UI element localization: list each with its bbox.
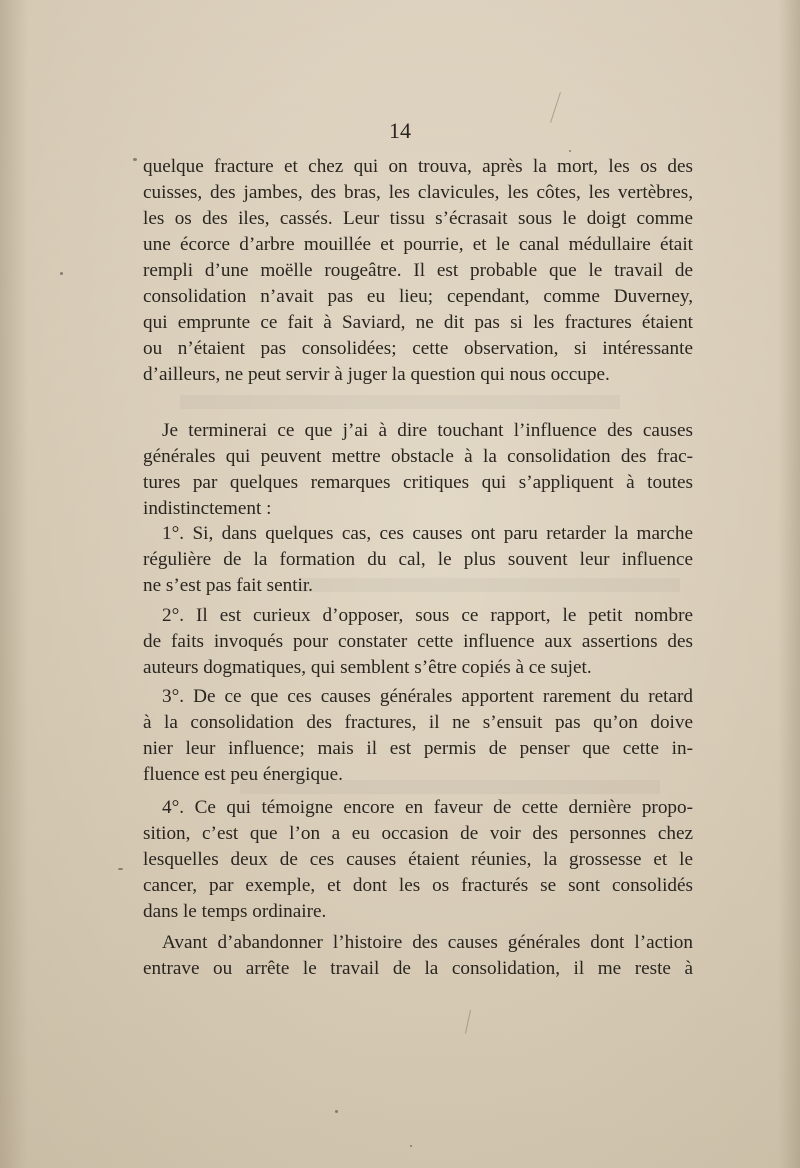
paragraph-6 <box>143 795 693 925</box>
paper-speck <box>335 1110 338 1113</box>
text-line: rempli d’une moëlle rougeâtre. Il est probable que le travail de <box>143 260 693 281</box>
paragraph-4 <box>143 603 693 681</box>
text-line: les os des iles, cassés. Leur tissu s’écrasait sous le doigt comme <box>143 208 693 229</box>
text-line: lesquelles deux de ces causes étaient réunies, la grossesse et le <box>143 849 693 870</box>
paper-speck <box>569 150 571 152</box>
text-line: quelque fracture et chez qui on trouva, après la mort, les os des <box>143 156 693 177</box>
paragraph-3 <box>143 521 693 599</box>
text-line: d’ailleurs, ne peut servir à juger la question qui nous occupe. <box>143 364 610 385</box>
page-left-shadow <box>0 0 28 1168</box>
text-line: 1°. Si, dans quelques cas, ces causes ont paru retarder la marche <box>162 523 693 544</box>
paragraph-7 <box>143 930 693 982</box>
text-line: une écorce d’arbre mouillée et pourrie, et le canal médullaire était <box>143 234 693 255</box>
text-line: cancer, par exemple, et dont les os fracturés se sont consolidés <box>143 875 693 896</box>
page-right-shadow <box>778 0 800 1168</box>
text-line: régulière de la formation du cal, le plus souvent leur influence <box>143 549 693 570</box>
page-number: 14 <box>389 118 411 143</box>
text-line: ne s’est pas fait sentir. <box>143 575 313 596</box>
bleed-through-mark <box>180 395 620 409</box>
text-line: entrave ou arrête le travail de la consolidation, il me reste à <box>143 958 693 979</box>
paper-speck <box>60 272 63 275</box>
paper-scratch <box>465 1010 471 1034</box>
text-line: auteurs dogmatiques, qui semblent s’être copiés à ce sujet. <box>143 657 592 678</box>
text-line: de faits invoqués pour constater cette influence aux assertions des <box>143 631 693 652</box>
paper-speck <box>410 1145 412 1147</box>
text-line: qui emprunte ce fait à Saviard, ne dit pas si les fractures étaient <box>143 312 693 333</box>
text-line: ou n’étaient pas consolidées; cette observation, si intéressante <box>143 338 693 359</box>
paragraph-1 <box>143 154 693 388</box>
text-line: à la consolidation des fractures, il ne s’ensuit pas qu’on doive <box>143 712 693 733</box>
paragraph-2 <box>143 418 693 522</box>
text-line: Avant d’abandonner l’histoire des causes générales dont l’action <box>162 932 693 953</box>
text-line: consolidation n’avait pas eu lieu; cependant, comme Duverney, <box>143 286 693 307</box>
text-line: 2°. Il est curieux d’opposer, sous ce rapport, le petit nombre <box>162 605 693 626</box>
text-line: indistinctement : <box>143 498 272 519</box>
text-line: tures par quelques remarques critiques qui s’appliquent à toutes <box>143 472 693 493</box>
text-line: sition, c’est que l’on a eu occasion de voir des personnes chez <box>143 823 693 844</box>
text-line: 4°. Ce qui témoigne encore en faveur de cette dernière propo- <box>162 797 693 818</box>
text-line: dans le temps ordinaire. <box>143 901 327 922</box>
text-line: fluence est peu énergique. <box>143 764 343 785</box>
text-line: générales qui peuvent mettre obstacle à la consolidation des frac- <box>143 446 693 467</box>
text-line: nier leur influence; mais il est permis de penser que cette in- <box>143 738 693 759</box>
paper-speck <box>118 868 123 870</box>
paper-speck <box>133 158 137 161</box>
text-line: Je terminerai ce que j’ai à dire touchant l’influence des causes <box>162 420 693 441</box>
text-line: 3°. De ce que ces causes générales apportent rarement du retard <box>162 686 693 707</box>
paragraph-5 <box>143 684 693 788</box>
text-line: cuisses, des jambes, des bras, les clavicules, les côtes, les vertèbres, <box>143 182 693 203</box>
